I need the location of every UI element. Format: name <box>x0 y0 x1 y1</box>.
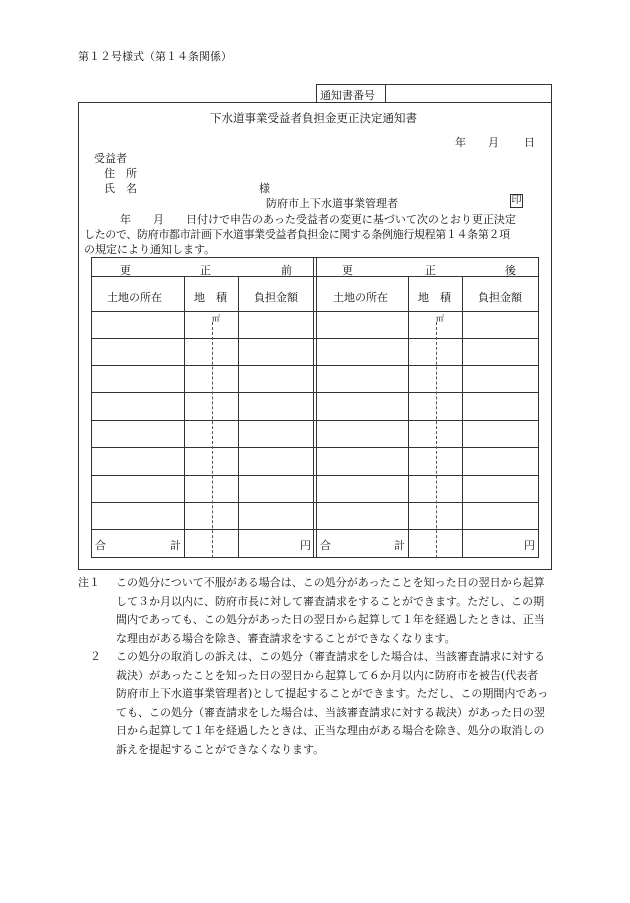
col-amount-after: 負担金額 <box>478 291 522 304</box>
header-after-char-2: 正 <box>425 264 436 277</box>
notes-section <box>78 574 552 759</box>
header-before-char-1: 更 <box>120 264 131 277</box>
date-day: 日 <box>524 136 535 149</box>
seal-mark: 印 <box>511 195 522 206</box>
name-label: 氏 名 <box>104 182 137 195</box>
header-after-char-3: 後 <box>505 264 516 277</box>
issuer-name: 防府市上下水道事業管理者 <box>266 197 398 210</box>
area-decimal-divider-before <box>212 322 213 558</box>
note-2-text: この処分の取消しの訴えは、この処分（審査請求をした場合は、当該審査請求に対する裁決）があったことを知った日の翌日から起算して６か月以内に防府市を被告(代表者 防府市上下水道事業管理者)として提起することができます。ただし、この期間内であっても、この処分（審査請求をした場合は、当該審査請求に対する裁決）があった日の翌日から起算して１年を経過したときは、正当な理由がある場合を除き、処分の取消しの訴えを提起することができなくなります。 <box>116 650 550 756</box>
form-number: 第１２号様式（第１４条関係） <box>78 50 232 63</box>
area-decimal-divider-after <box>436 322 437 558</box>
total-label-before-char-2: 計 <box>170 539 181 552</box>
address-label: 住 所 <box>104 167 137 180</box>
date-year: 年 <box>455 136 466 149</box>
header-before-char-3: 前 <box>281 264 292 277</box>
total-yen-before: 円 <box>300 539 311 552</box>
notice-number-label: 通知書番号 <box>320 89 375 102</box>
col-amount-before: 負担金額 <box>254 291 298 304</box>
beneficiary-label: 受益者 <box>94 152 127 165</box>
total-label-before-char-1: 合 <box>95 539 106 552</box>
note-1-text: この処分について不服がある場合は、この処分があったことを知った日の翌日から起算して３か月以内に、防府市長に対して審査請求をすることができます。ただし、この期間内であっても、この処分があった日の翌日から起算して１年を経過したときは、正当な理由がある場合を除き、審査請求をすることができなくなります。 <box>116 576 545 645</box>
col-location-after: 土地の所在 <box>333 291 388 304</box>
col-location-before: 土地の所在 <box>107 291 162 304</box>
area-unit-before: ㎡ <box>212 314 220 323</box>
total-label-after-char-2: 計 <box>394 539 405 552</box>
total-yen-after: 円 <box>524 539 535 552</box>
date-month: 月 <box>488 136 499 149</box>
total-label-after-char-1: 合 <box>320 539 331 552</box>
body-line-2: したので、防府市都市計画下水道事業受益者負担金に関する条例施行規程第１４条第２項 <box>84 228 510 241</box>
honorific: 様 <box>259 182 270 195</box>
area-unit-after: ㎡ <box>436 314 444 323</box>
note-1-number: 注１ <box>78 576 100 589</box>
body-line-1: 年 月 日付けで申告のあった受益者の変更に基づいて次のとおり更正決定 <box>120 213 516 226</box>
note-2 <box>78 648 552 759</box>
note-2-number: ２ <box>90 650 101 663</box>
note-1 <box>78 574 552 648</box>
header-before-char-2: 正 <box>200 264 211 277</box>
col-area-after: 地 積 <box>418 291 451 304</box>
document-title: 下水道事業受益者負担金更正決定通知書 <box>210 111 417 125</box>
col-area-before: 地 積 <box>194 291 227 304</box>
body-line-3: の規定により通知します。 <box>84 243 216 256</box>
header-after-char-1: 更 <box>342 264 353 277</box>
